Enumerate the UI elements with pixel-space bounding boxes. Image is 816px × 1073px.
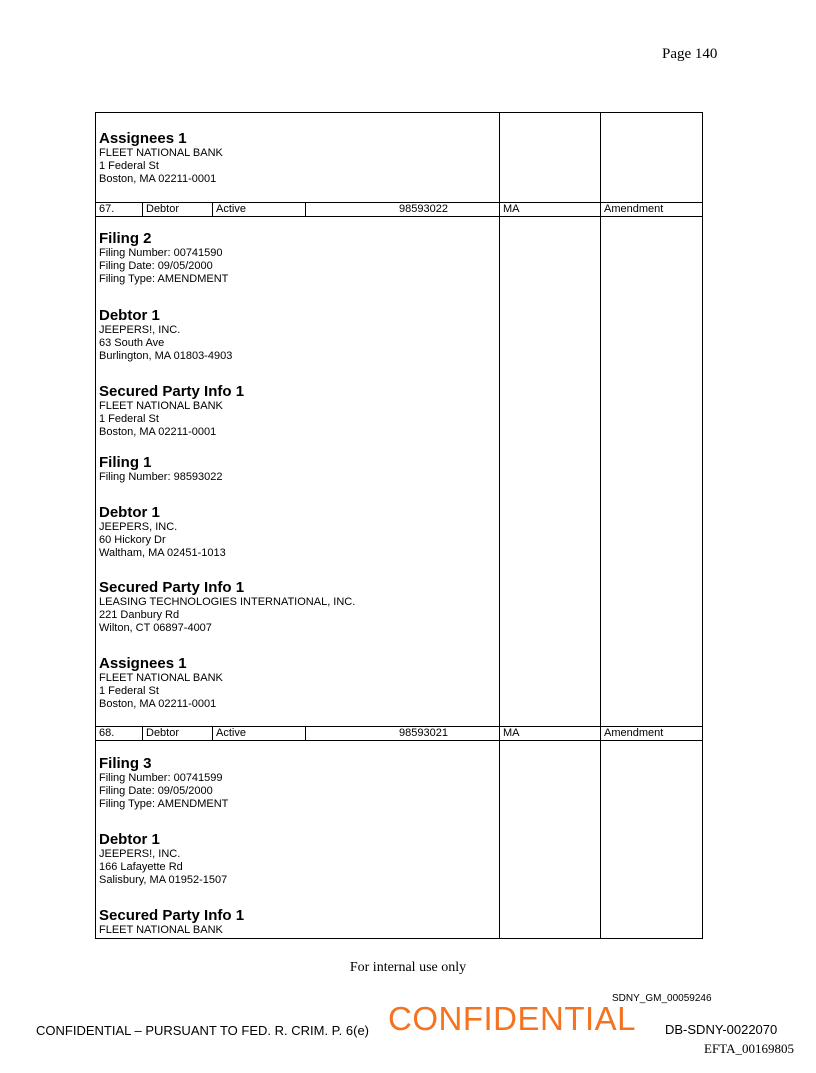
confidential-watermark: CONFIDENTIAL <box>388 1000 637 1037</box>
cell-divider <box>305 726 306 740</box>
block-line: Filing Type: AMENDMENT <box>99 798 229 810</box>
cell-divider <box>142 726 143 740</box>
block-line: Filing Number: 00741590 <box>99 247 223 259</box>
block-line: Burlington, MA 01803-4903 <box>99 350 233 362</box>
block-line: LEASING TECHNOLOGIES INTERNATIONAL, INC. <box>99 596 356 608</box>
block-line: Waltham, MA 02451-1013 <box>99 547 226 559</box>
block-line: FLEET NATIONAL BANK <box>99 400 223 412</box>
block-title: Secured Party Info 1 <box>99 907 245 924</box>
bates-number-right: DB-SDNY-0022070 <box>665 1022 778 1037</box>
column-divider <box>600 112 601 939</box>
block-line: FLEET NATIONAL BANK <box>99 924 223 936</box>
block-line: 60 Hickory Dr <box>99 534 166 546</box>
block-title: Filing 1 <box>99 454 152 471</box>
page-number: Page 140 <box>662 46 718 62</box>
row-status: Active <box>216 727 246 739</box>
block-line: Salisbury, MA 01952-1507 <box>99 874 228 886</box>
block-line: Filing Type: AMENDMENT <box>99 273 229 285</box>
efta-number: EFTA_00169805 <box>704 1041 794 1056</box>
row-number: 67. <box>99 203 115 215</box>
cell-divider <box>212 202 213 216</box>
block-line: 1 Federal St <box>99 413 159 425</box>
row-rule <box>95 740 703 741</box>
row-filing-number: 98593022 <box>399 203 448 215</box>
debtor-block <box>99 504 226 560</box>
block-line: 221 Danbury Rd <box>99 609 180 621</box>
block-line: FLEET NATIONAL BANK <box>99 672 223 684</box>
block-line: JEEPERS!, INC. <box>99 848 181 860</box>
row-role: Debtor <box>146 203 180 215</box>
cell-divider <box>142 202 143 216</box>
block-line: Filing Date: 09/05/2000 <box>99 785 213 797</box>
block-line: Boston, MA 02211-0001 <box>99 698 217 710</box>
block-line: 63 South Ave <box>99 337 165 349</box>
block-line: Filing Number: 00741599 <box>99 772 223 784</box>
row-rule <box>95 216 703 217</box>
column-divider <box>499 112 500 939</box>
block-line: FLEET NATIONAL BANK <box>99 147 223 159</box>
block-line: JEEPERS!, INC. <box>99 324 181 336</box>
assignees-block <box>99 655 223 711</box>
row-type: Amendment <box>604 727 664 739</box>
block-title: Assignees 1 <box>99 655 187 672</box>
block-title: Debtor 1 <box>99 307 160 324</box>
secured-party-block <box>99 383 244 439</box>
block-line: Boston, MA 02211-0001 <box>99 173 217 185</box>
secured-party-block <box>99 579 355 635</box>
bates-number: SDNY_GM_00059246 <box>612 993 712 1004</box>
row-status: Active <box>216 203 246 215</box>
block-title: Filing 2 <box>99 230 152 247</box>
row-state: MA <box>503 727 520 739</box>
filing-block <box>99 454 223 484</box>
secured-party-block <box>99 907 244 937</box>
cell-divider <box>212 726 213 740</box>
block-line: JEEPERS, INC. <box>99 521 178 533</box>
block-line: 1 Federal St <box>99 160 159 172</box>
block-title: Secured Party Info 1 <box>99 383 245 400</box>
filing-block <box>99 755 228 811</box>
filing-block <box>99 230 228 286</box>
block-title: Debtor 1 <box>99 831 160 848</box>
assignees-block <box>99 130 223 186</box>
block-line: 166 Lafayette Rd <box>99 861 183 873</box>
block-line: Filing Number: 98593022 <box>99 471 223 483</box>
block-title: Filing 3 <box>99 755 152 772</box>
block-title: Secured Party Info 1 <box>99 579 245 596</box>
row-role: Debtor <box>146 727 180 739</box>
block-line: 1 Federal St <box>99 685 159 697</box>
row-number: 68. <box>99 727 115 739</box>
row-type: Amendment <box>604 203 664 215</box>
block-title: Assignees 1 <box>99 130 187 147</box>
debtor-block <box>99 831 227 887</box>
block-line: Boston, MA 02211-0001 <box>99 426 217 438</box>
block-line: Filing Date: 09/05/2000 <box>99 260 213 272</box>
row-state: MA <box>503 203 520 215</box>
row-filing-number: 98593021 <box>399 727 448 739</box>
internal-use-note: For internal use only <box>349 960 467 975</box>
block-line: Wilton, CT 06897-4007 <box>99 622 212 634</box>
block-title: Debtor 1 <box>99 504 160 521</box>
cell-divider <box>305 202 306 216</box>
confidential-notice: CONFIDENTIAL – PURSUANT TO FED. R. CRIM. P. 6(e) <box>36 1023 370 1038</box>
debtor-block <box>99 307 232 363</box>
